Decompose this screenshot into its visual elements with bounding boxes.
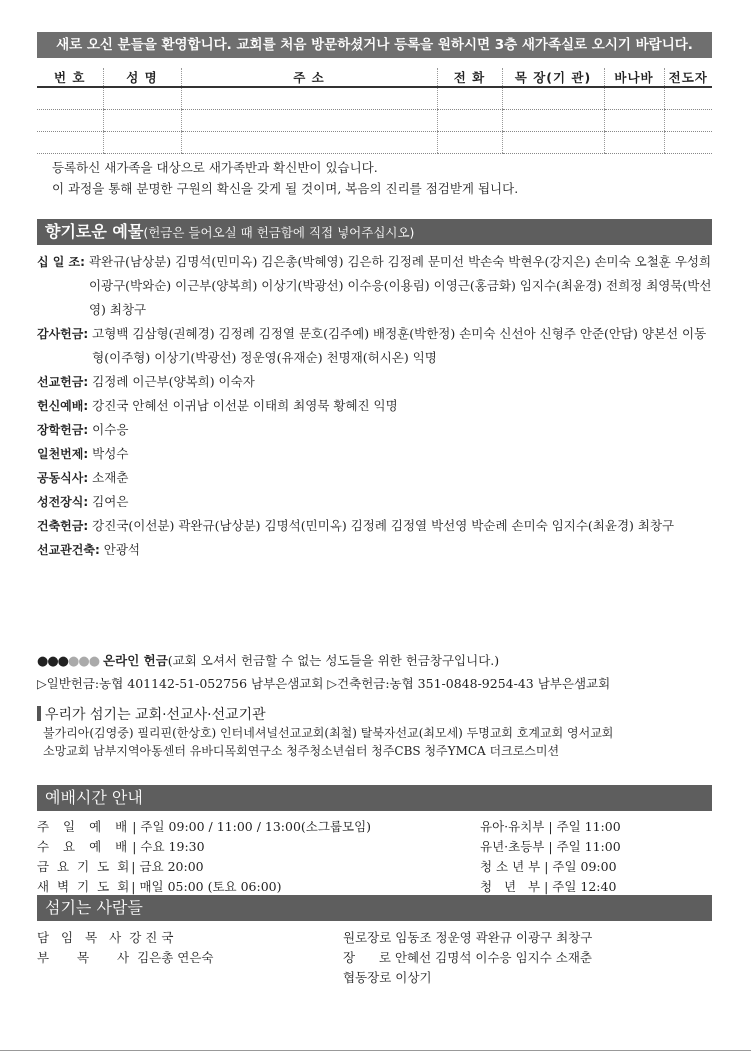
bottom-divider	[0, 1050, 751, 1051]
registration-table	[37, 68, 712, 154]
worship-row: 청 년 부 | 주일 12:40	[480, 879, 617, 894]
header-evangelist: 전도자	[664, 68, 712, 87]
online-offering-title: 온라인 헌금	[103, 653, 168, 668]
notice-line-1: 등록하신 새가족을 대상으로 새가족반과 확신반이 있습니다.	[52, 160, 378, 175]
offering-mission-building: 선교관건축: 안광석	[37, 542, 140, 557]
header-address: 주 소	[181, 68, 437, 87]
table-row[interactable]	[37, 110, 712, 132]
offering-list	[37, 250, 712, 562]
offering-title: 향기로운 예물	[45, 222, 144, 241]
offering-scholarship: 장학헌금: 이수응	[37, 422, 129, 437]
staff-row: 부 목 사 김은총 연은숙	[37, 950, 214, 965]
worship-row: 유아·유치부 | 주일 11:00	[480, 819, 621, 834]
offering-building: 건축헌금: 강진국(이선분) 곽완규(남상분) 김명석(민미옥) 김정례 김정열 박선영 박순례 손미숙 임지수(최윤경) 최창구	[37, 518, 675, 533]
missions-section	[37, 706, 613, 760]
missions-line-1: 불가리아(김영중) 필리핀(한상호) 인터네셔널선교교회(최철) 탈북자선교(최모세) 두명교회 호계교회 영서교회	[43, 726, 614, 740]
worship-schedule-left	[37, 817, 371, 897]
header-number: 번 호	[37, 68, 103, 87]
notice-line-2: 이 과정을 통해 분명한 구원의 확신을 갖게 될 것이며, 복음의 진리를 점검받게 됩니다.	[52, 181, 519, 196]
worship-row: 유년·초등부 | 주일 11:00	[480, 839, 621, 854]
worship-row: 주 일 예 배| 주일 09:00 / 11:00 / 13:00(소그룹모임)	[37, 819, 372, 834]
offering-decoration: 성전장식: 김여은	[37, 494, 129, 509]
registration-header-row	[37, 68, 712, 87]
section-marker-icon	[37, 706, 41, 721]
staff-header	[37, 895, 712, 921]
new-family-notice	[52, 157, 518, 199]
offering-thanks: 감사헌금: 고형백 김삼형(권혜경) 김정례 김정열 문호(김주예) 배정훈(박한정) 손미숙 신선아 신형주 안준(안담) 양본선 이동형(이주형) 이상기(박광선) 정운영(유재순) 천명재(허시온) 익명	[37, 326, 707, 365]
table-row[interactable]	[37, 132, 712, 154]
welcome-banner: 새로 오신 분들을 환영합니다. 교회를 처음 방문하셨거나 등록을 원하시면 3층 새가족실로 오시기 바랍니다.	[37, 32, 712, 58]
header-phone: 전 화	[437, 68, 502, 87]
worship-row: 금 요 기 도 회| 금요 20:00	[37, 859, 204, 874]
staff-row: 원로장로 임동조 정운영 곽완규 이광구 최창구	[343, 930, 593, 945]
header-barnabas: 바나바	[604, 68, 664, 87]
header-name: 성 명	[103, 68, 181, 87]
dots-icon: ●●●●●●	[37, 654, 100, 669]
missions-line-2: 소망교회 남부지역아동센터 유바디목회연구소 청주청소년쉼터 청주CBS 청주YMCA 더크로스미션	[43, 744, 560, 758]
offering-dedication: 헌신예배: 강진국 안혜선 이귀남 이선분 이태희 최영묵 황혜진 익명	[37, 398, 398, 413]
worship-schedule-right	[480, 817, 621, 897]
staff-row: 장 로 안혜선 김명석 이수응 임지수 소재춘	[343, 950, 593, 965]
worship-row: 수 요 예 배| 수요 19:30	[37, 839, 205, 854]
worship-row: 새 벽 기 도 회| 매일 05:00 (토요 06:00)	[37, 879, 282, 894]
offering-mission: 선교헌금: 김정례 이근부(양복희) 이숙자	[37, 374, 255, 389]
table-row[interactable]	[37, 87, 712, 110]
online-offering-title-row	[37, 650, 610, 673]
worship-header	[37, 785, 712, 811]
online-offering-desc: (교회 오셔서 헌금할 수 없는 성도들을 위한 헌금창구입니다.)	[167, 653, 500, 668]
offering-subtitle: (헌금은 들어오실 때 헌금함에 직접 넣어주십시오)	[143, 225, 415, 240]
missions-title: 우리가 섬기는 교회·선교사·선교기관	[45, 707, 266, 723]
online-offering-accounts: ▷일반헌금:농협 401142-51-052756 남부은샘교회 ▷건축헌금:농협 351-0848-9254-43 남부은샘교회	[37, 676, 611, 691]
offering-header	[37, 219, 712, 245]
staff-row: 담 임 목 사 강 진 국	[37, 930, 174, 945]
offering-thousand: 일천번제: 박성수	[37, 446, 129, 461]
offering-tithe: 십 일 조: 곽완규(남상분) 김명석(민미옥) 김은총(박혜영) 김은하 김정례 문미선 박손숙 박현우(강지은) 손미숙 오철훈 우성희 이광구(박와순) 이근부(양복희) 이상기(박광선) 이수응(이용림) 이영근(홍금화) 임지수(최윤경) 전희정 최영묵(박선영) 최창구	[37, 254, 712, 317]
online-offering	[37, 650, 610, 695]
staff-title: 섬기는 사람들	[45, 898, 143, 917]
worship-title: 예배시간 안내	[45, 788, 143, 807]
offering-meal: 공동식사: 소재춘	[37, 470, 129, 485]
header-group: 목 장(기 관)	[502, 68, 604, 87]
worship-row: 청 소 년 부 | 주일 09:00	[480, 859, 617, 874]
missions-title-row	[37, 706, 613, 724]
staff-left	[37, 928, 214, 968]
staff-right	[343, 928, 592, 988]
staff-row: 협동장로 이상기	[343, 970, 432, 985]
